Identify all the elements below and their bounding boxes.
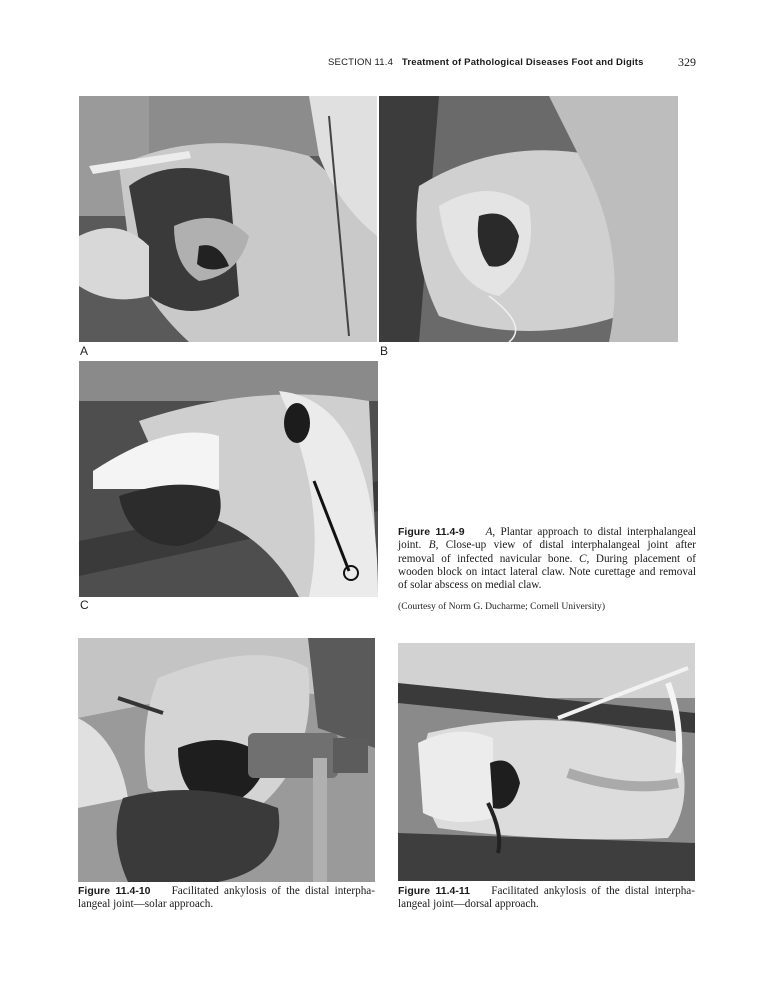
header-section-title: Treatment of Pathological Diseases Foot and Digits <box>401 57 644 68</box>
figure-11-4-11-caption <box>398 885 695 912</box>
caption-a-letter: A, <box>485 526 496 538</box>
caption-c-text: During placement of wooden block on intact lateral claw. Note curettage and removal of solar abscess on medial claw. <box>398 552 697 592</box>
figure-11-4-9c-photo <box>79 361 378 597</box>
figure-11-4-9b-photo <box>379 96 678 342</box>
figure-11-4-9-credit: (Courtesy of Norm G. Ducharme; Cornell University) <box>398 601 606 612</box>
panel-label-a: A <box>80 344 89 358</box>
figure-11-4-10-label: Figure 11.4-10 <box>78 885 151 897</box>
figure-11-4-11-photo <box>398 643 695 881</box>
figure-11-4-9a-photo <box>79 96 377 342</box>
header-section-label: SECTION 11.4 <box>328 57 394 68</box>
figure-11-4-11-text: Facilitated ankylosis of the distal interphalangeal joint—dorsal approach. <box>398 885 695 911</box>
caption-b-text: Close-up view of distal interphalangeal joint after removal of infected navicular bone. <box>398 539 696 565</box>
caption-b-letter: B, <box>428 539 439 552</box>
figure-11-4-10-photo <box>78 638 375 882</box>
caption-a-text: Plantar approach to distal interphalangeal joint. <box>398 526 697 552</box>
panel-label-c: C <box>80 598 89 612</box>
running-header <box>0 57 783 73</box>
figure-11-4-9-label: Figure 11.4-9 <box>398 526 465 538</box>
figure-11-4-9-caption <box>398 526 696 592</box>
caption-c-letter: C, <box>579 552 590 565</box>
figure-11-4-10-text: Facilitated ankylosis of the distal interphalangeal joint—solar approach. <box>78 885 375 911</box>
figure-11-4-10-caption <box>78 885 375 912</box>
figure-11-4-11-label: Figure 11.4-11 <box>398 885 470 897</box>
panel-label-b: B <box>380 344 389 358</box>
header-section <box>328 57 644 68</box>
page-number: 329 <box>678 55 696 69</box>
